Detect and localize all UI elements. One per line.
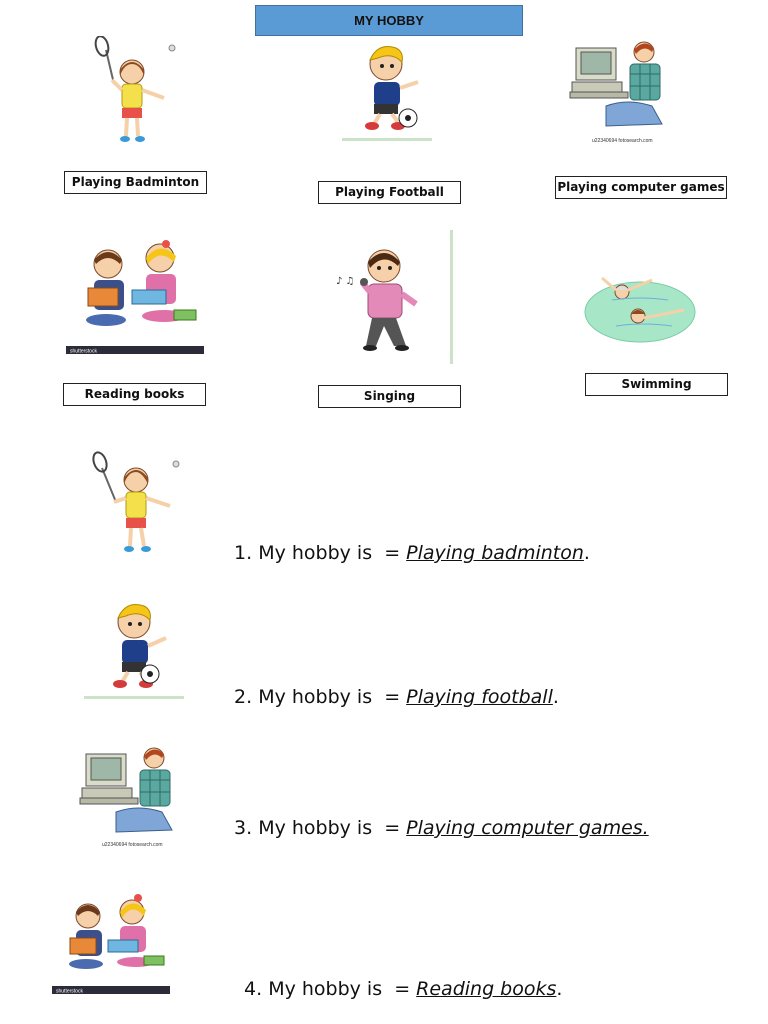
exercise-1-sentence bbox=[234, 542, 590, 564]
football-icon bbox=[338, 38, 438, 146]
computer-credit: u22340694 fotosearch.com bbox=[592, 138, 653, 144]
exercise-number: 4. bbox=[244, 978, 263, 1000]
computer-credit: u22340694 fotosearch.com bbox=[102, 842, 163, 848]
badminton-icon bbox=[84, 36, 180, 146]
hobby-label-singing: Singing bbox=[318, 385, 461, 408]
exercise-answer: Playing badminton bbox=[406, 542, 584, 564]
exercise-prefix: My hobby is = bbox=[268, 978, 417, 1000]
exercise-answer: Reading books bbox=[416, 978, 557, 1000]
hobby-label-badminton: Playing Badminton bbox=[64, 171, 207, 194]
singing-icon bbox=[332, 230, 462, 366]
exercise-number: 3. bbox=[234, 817, 253, 839]
exercise-prefix: My hobby is = bbox=[258, 817, 407, 839]
swimming-icon bbox=[582, 270, 698, 346]
exercise-answer: Playing football bbox=[406, 686, 553, 708]
exercise-2-sentence bbox=[234, 686, 559, 708]
exercise-prefix: My hobby is = bbox=[258, 686, 407, 708]
hobby-label-reading-books: Reading books bbox=[63, 383, 206, 406]
exercise-suffix: . bbox=[552, 686, 559, 708]
exercise-number: 2. bbox=[234, 686, 253, 708]
reading-books-icon bbox=[66, 228, 204, 356]
exercise-number: 1. bbox=[234, 542, 253, 564]
hobby-label-swimming: Swimming bbox=[585, 373, 728, 396]
hobby-label-football: Playing Football bbox=[318, 181, 461, 204]
exercise-suffix: . bbox=[583, 542, 590, 564]
exercise-3-sentence bbox=[234, 817, 649, 839]
exercise-4-sentence bbox=[244, 978, 562, 1000]
page-title: MY HOBBY bbox=[255, 5, 523, 36]
exercise-2-football-icon bbox=[82, 598, 186, 702]
svg-text:♪ ♫: ♪ ♫ bbox=[336, 276, 355, 287]
hobby-label-computer-games: Playing computer games bbox=[555, 176, 727, 199]
exercise-prefix: My hobby is = bbox=[258, 542, 407, 564]
exercise-answer: Playing computer games. bbox=[406, 817, 649, 839]
exercise-3-computer-games-icon bbox=[78, 740, 184, 850]
computer-games-icon bbox=[566, 34, 676, 146]
exercise-1-badminton-icon bbox=[86, 450, 186, 558]
exercise-4-reading-books-icon bbox=[52, 884, 170, 996]
reading-credit: shutterstock bbox=[56, 988, 83, 995]
exercise-suffix: . bbox=[556, 978, 563, 1000]
reading-credit: shutterstock bbox=[70, 348, 97, 355]
